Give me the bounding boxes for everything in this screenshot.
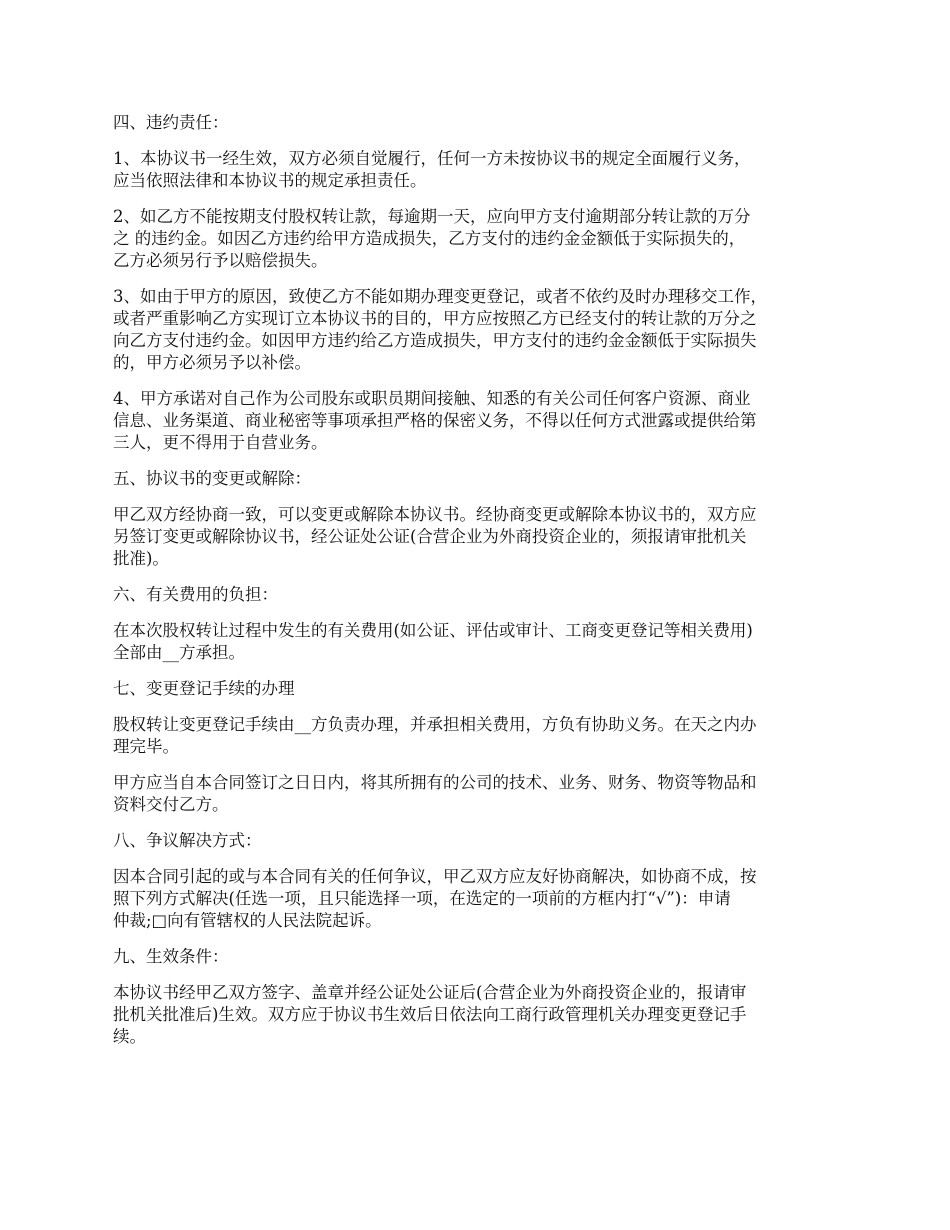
section-registration	[113, 678, 843, 816]
paragraph: 甲方应当自本合同签订之日日内，将其所拥有的公司的技术、业务、财务、物资等物品和 资料交付乙方。	[113, 773, 757, 814]
section-fees	[113, 584, 843, 664]
section-heading: 八、争议解决方式：	[113, 831, 262, 850]
paragraph: 在本次股权转让过程中发生的有关费用(如公证、评估或审计、工商变更登记等相关费用) 全部由__方承担。	[113, 621, 753, 662]
paragraph: 股权转让变更登记手续由__方负责办理，并承担相关费用，方负有协助义务。在天之内办 理完毕。	[113, 715, 757, 756]
section-effectiveness	[113, 946, 843, 1048]
section-heading: 四、违约责任：	[113, 113, 229, 132]
paragraph: 甲乙双方经协商一致，可以变更或解除本协议书。经协商变更或解除本协议书的，双方应 另签订变更或解除协议书，经公证处公证(合营企业为外商投资企业的，须报请审批机关 批准)。	[113, 505, 757, 568]
document-page	[113, 112, 843, 1062]
paragraph: 本协议书经甲乙双方签字、盖章并经公证处公证后(合营企业为外商投资企业的，报请审 批机关批准后)生效。双方应于协议书生效后日依法向工商行政管理机关办理变更登记手 续。	[113, 983, 747, 1046]
paragraph: 1、本协议书一经生效，双方必须自觉履行，任何一方未按协议书的规定全面履行义务， 应当依照法律和本协议书的规定承担责任。	[113, 149, 751, 190]
paragraph: 4、甲方承诺对自己作为公司股东或职员期间接触、知悉的有关公司任何客户资源、商业 信息、业务渠道、商业秘密等事项承担严格的保密义务，不得以任何方式泄露或提供给第 三人，更不得用于自营业务。	[113, 389, 757, 452]
section-heading: 九、生效条件：	[113, 947, 229, 966]
section-heading: 七、变更登记手续的办理	[113, 679, 295, 698]
paragraph: 3、如由于甲方的原因，致使乙方不能如期办理变更登记，或者不依约及时办理移交工作， 或者严重影响乙方实现订立本协议书的目的，甲方应按照乙方已经支付的转让款的万分之 向乙方支付违约金。如因甲方违约给乙方造成损失，甲方支付的违约金金额低于实际损失 的，甲方必须另予以补偿。	[113, 287, 767, 372]
paragraph: 因本合同引起的或与本合同有关的任何争议，甲乙双方应友好协商解决，如协商不成，按 照下列方式解决(任选一项，且只能选择一项，在选定的一项前的方框内打“√”)：申请 仲裁;□向有管辖权的人民法院起诉。	[113, 867, 757, 930]
section-amendment	[113, 468, 843, 570]
section-heading: 五、协议书的变更或解除：	[113, 469, 311, 488]
section-dispute	[113, 830, 843, 932]
section-liability	[113, 112, 843, 454]
paragraph: 2、如乙方不能按期支付股权转让款，每逾期一天，应向甲方支付逾期部分转让款的万分 之 的违约金。如因乙方违约给甲方造成损失，乙方支付的违约金金额低于实际损失的， 乙方必须另行予以赔偿损失。	[113, 207, 751, 270]
section-heading: 六、有关费用的负担：	[113, 585, 278, 604]
